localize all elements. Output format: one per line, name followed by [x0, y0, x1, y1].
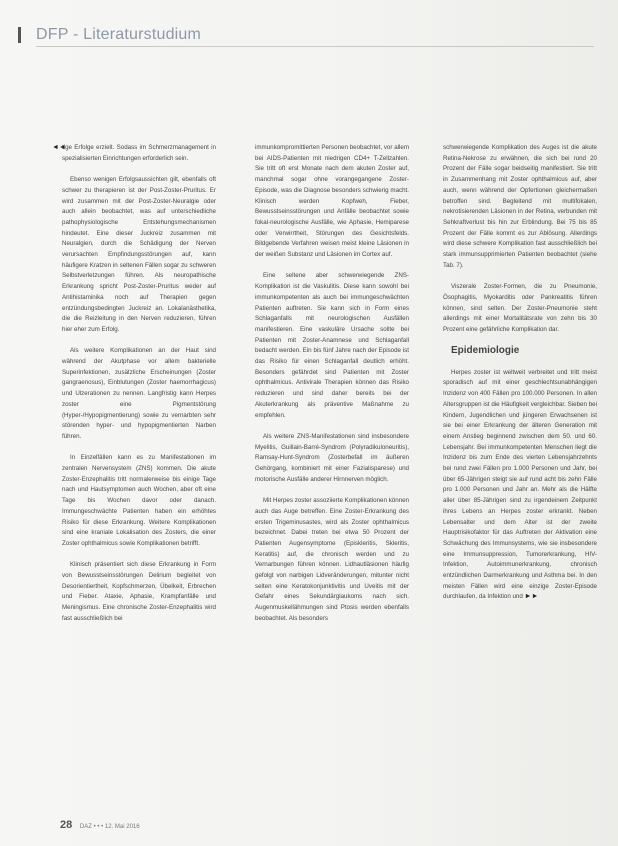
page-number: 28 [60, 819, 73, 831]
page-footer [60, 819, 140, 831]
section-heading-epidemiologie: Epidemiologie [451, 345, 520, 357]
header-accent-bar [18, 27, 21, 43]
paragraph: Als weitere Komplikationen an der Haut sind während der Akutphase vor allem bakterielle Superinfektionen, zusätzliche Erscheinungen (Zoster gangraenosus), Einblutungen (Zoster haemorrhagicus) und Ulzerationen zu nennen. Langfristig kann Herpes zoster eine Pigmentstörung (Hyper-/Hypopigmentierung) sowie zu vernarbten sehr störenden hyper- und hypopigmentierten Narben führen. [62, 347, 216, 440]
issue-info: DAZ • • • 12. Mai 2016 [79, 824, 140, 830]
paragraph: Klinisch präsentiert sich diese Erkrankung in Form von Bewusstseinsstörungen Delirium begleitet von Desorientiertheit, Kopfschmerzen, Übelkeit, Erbrechen und Fieber. Ataxie, Aphasie, Krampfanfälle und Meningismus. Eine chronische Zoster-Enzephalitis wird fast ausschließlich bei [62, 561, 216, 622]
paragraph: Mit Herpes zoster assoziierte Komplikationen können auch das Auge betreffen. Eine Zoster-Erkrankung des ersten Trigeminusastes, wird als Zoster ophthalmicus bezeichnet. Dabei treten bei etwa 50 Prozent der Patienten Augensymptome (Episkleritis, Skleritis, Keratitis) auf, die chronisch werden und zu Vernarbungen führen können. Lidhautläsionen häufig gefolgt von narbigen Lidveränderungen, mitunter nicht selten eine Keratokonjunktivitis und Uveitis mit der Gefahr eines Sekundärglaukoms nach sich. Augenmuskellähmungen sind Ptosis werden ebenfalls beobachtet. Als besonders [255, 497, 409, 622]
paragraph-text: Herpes zoster ist weltweit verbreitet und tritt meist sporadisch auf mit einer geschlechtsunabhängigen Inzidenz von 400 Fällen pro 100.000 Personen. In allen Altersgruppen ist die Häufigkeit vergleichbar. Sieben bei Kindern, Jugendlichen und jüngeren Erwachsenen ist sie bei einer Erkrankung der älteren Generation mit einem Anstieg beginnend zwischen dem 50. und 60. Lebensjahr. Bei immunkompetenten Menschen liegt die Inzidenz bis zum Ende des vierten Lebensjahrzehnts bei rund zwei Fällen pro 1.000 Personen und Jahr, bei über 65-Jährigen steigt sie auf rund acht bis zehn Fälle pro 1.000 Personen und Jahr an. Mehr als die Hälfte aller über 85-Jährigen sind zu irgendeinem Zeitpunkt ihres Lebens an Herpes zoster erkrankt. Neben Lebensalter und dem Alter ist der zweite Hauptrisikofaktor für das Auftreten der Aktivation eine Schwächung des Immunsystems, wie sie insbesondere eine Immunsuppression, Tumorerkrankung, HIV-Infektion, Autoimmunerkrankung, chronisch entzündlichen Darmerkrankung und Asthma bei. In den meisten Fällen wird eine einzige Zoster-Episode durchlaufen, da Infektion und [443, 368, 597, 601]
paragraph: Ebenso wenigen Erfolgsaussichten gilt, ebenfalls oft schwer zu therapieren ist der Post-Zoster-Pruritus. Er wird zusammen mit der Post-Zoster-Neuralgie oder auch allein beobachtet, was auf unterschiedliche pathophysiologische Entstehungsmechanismen hindeutet. Eine dieser Juckreiz zusammen mit Neuralgien, durch die Schädigung der Nerven verursachten Empfindungsstörungen auf, kann häufigere Kratzen in seltenen Fällen sogar zu schweren Selbstverletzungen führen. Als neuropathische Erkrankung spricht Post-Zoster-Pruritus weder auf Antihistaminika noch auf Therapien gegen entzündungsbedingten Juckreiz an. Lokalanästhetika, die die Reizleitung in den Nerven reduzieren, führen hier eher zum Erfolg. [62, 176, 216, 333]
header-divider [36, 46, 594, 47]
paragraph: Eine seltene aber schwerwiegende ZNS-Komplikation ist die Vaskulitis. Diese kann sowohl bei immunkompetenten als auch bei immungeschwächten Patienten auftreten. Sie kann sich in Form eines Schlaganfalls mit neurologischen Ausfällen manifestieren. Eine vaskuläre Ursache sollte bei Patienten mit Zoster-Anamnese und Schlaganfall bedacht werden. Ein bis fünf Jahre nach der Episode ist das Risiko für einen Schlaganfall deutlich erhöht. Besonders gefährdet sind Patienten mit Zoster ophthalmicus. Antivirale Therapien können das Risiko reduzieren und sind daher bereits bei der Akuterkrankung als präventive Maßnahme zu empfehlen. [255, 272, 409, 419]
page-header-title: DFP - Literaturstudium [36, 26, 202, 43]
paragraph: immunkompromittierten Personen beobachtet, vor allem bei AIDS-Patienten mit niedrigen CD4+ T-Zellzahlen. Sie tritt oft erst Monate nach dem akuten Zoster auf, manchmal sogar ohne vorangegangene Zoster-Episode, was die Diagnose besonders schwierig macht. Klinisch werden Kopfweh, Fieber, Bewusstseinsstörungen und Anfälle beobachtet sowie fokal-neurologische Ausfälle, wie Aphasie, Hemiparese oder Verwirrtheit, Störungen des Gesichtsfelds. Bildgebende Verfahren weisen meist kleine Läsionen in der weißen Substanz und Läsionen im Cortex auf. [255, 144, 409, 259]
paragraph: In Einzelfällen kann es zu Manifestationen im zentralen Nervensystem (ZNS) kommen. Die akute Zoster-Enzephalitis tritt normalerweise bis einige Tage nach und Hautsymptomen auch Wochen, aber oft eine Tage bis Wochen davor oder danach. Immungeschwächte Patienten haben ein erhöhtes Risiko für diese Erkrankung. Weitere Komplikationen sind eine kraniale Lokalisation des Zosters, die einer Zoster ophthalmicus sowie Komplikationen betrifft. [62, 454, 216, 547]
paragraph: tige Erfolge erzielt. Sodass im Schmerzmanagement in spezialisierten Einrichtungen erforderlich sein. [62, 144, 216, 162]
paragraph: Als weitere ZNS-Manifestationen sind insbesondere Myelitis, Guillain-Barré-Syndrom (Polyradikuloneuritis), Ramsay-Hunt-Syndrom (Zosterbefall im äußeren Gehörgang, kombiniert mit einer Fazialisparese) und motorische Ausfälle anderer Hirnnerven möglich. [255, 432, 409, 483]
paragraph [443, 368, 597, 603]
continuation-mark: ◄◄ [52, 144, 66, 151]
text-column-3 [443, 143, 597, 614]
text-column-2 [255, 143, 409, 635]
continued-mark: ►► [524, 593, 539, 601]
paragraph: schwerwiegende Komplikation des Auges ist die akute Retina-Nekrose zu erwähnen, die sich bei rund 20 Prozent der Fälle sogar beidseitig manifestiert. Sie tritt in Zusammenhang mit Zoster ophthalmicus auf, aber auch, wenn während der Opfertionen gleichermaßen betroffen sind. Begleitend mit multifokalen, nekrotisierenden Läsionen in der Retina, verbunden mit Sehkraftverlust bis hin zur Erblindung. Bei 75 bis 85 Prozent der Fälle kommt es zur Ablösung. Allerdings wird diese schwere Komplikation fast ausschließlich bei stark immunsupprimierten Patienten beobachtet (siehe Tab. 7). [443, 144, 597, 269]
text-column-1 [62, 143, 216, 635]
paragraph: Viszerale Zoster-Formen, die zu Pneumonie, Ösophagitis, Myokarditis oder Pankreatitis führen können, sind selten. Der Zoster-Pneumonie steht allerdings mit einer Mortalitätsrate von zehn bis 30 Prozent eine gefährliche Komplikation dar. [443, 283, 597, 333]
